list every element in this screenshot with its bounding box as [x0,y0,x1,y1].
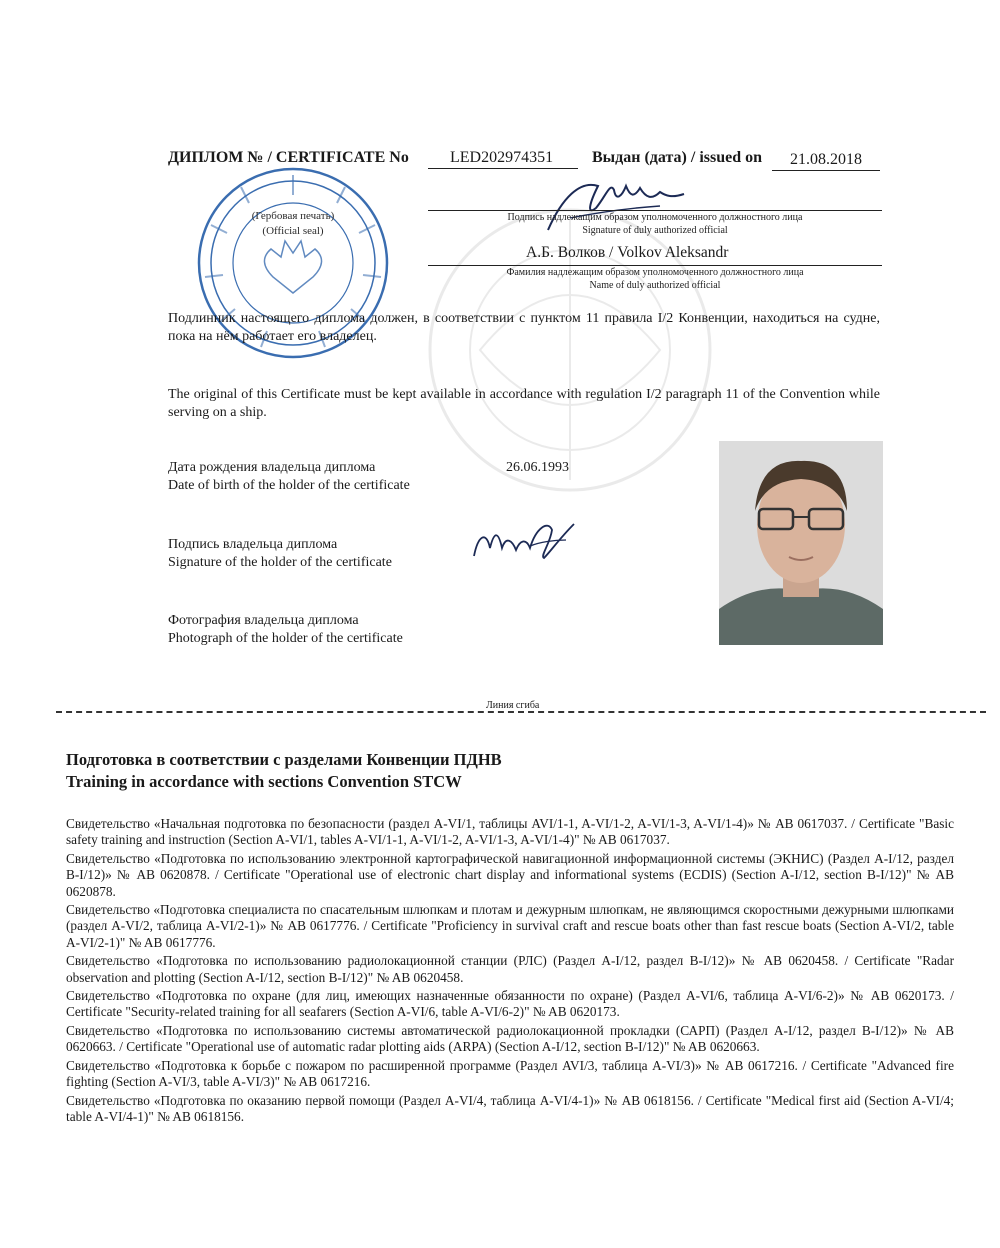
certificate-number: LED202974351 [450,149,554,166]
dob-label-en: Date of birth of the holder of the certificate [168,478,410,493]
training-title-en: Training in accordance with sections Convention STCW [66,772,462,791]
training-item: Свидетельство «Подготовка по охране (для лиц, имеющих назначенные обязанности по охране) (Раздел A-VI/6, таблица A-VI/6-2)» № AB 0620173. / Certificate "Security-related training for all seafarers (Section A-VI/6, table A-VI/6-2)" № AB 0620173. [66,988,954,1020]
training-item: Свидетельство «Подготовка по использованию системы автоматической радиолокационной прокладки (САРП) (Раздел A-I/12, раздел B-I/12)» № AB 0620663. / Certificate "Operational use of automatic radar plotting aids (ARPA) (Section A-I/12, section B-I/12)" № AB 0620663. [66,1022,954,1055]
dob-label-ru: Дата рождения владельца диплома [168,460,376,475]
fold-line-label: Линия сгиба [486,700,540,711]
official-signature-line [428,210,882,211]
official-name: А.Б. Волков / Volkov Aleksandr [526,244,729,261]
issued-on-label: Выдан (дата) / issued on [592,149,763,166]
holder-signature-label-en: Signature of the holder of the certificate [168,555,392,570]
training-item: Свидетельство «Подготовка по использованию электронной картографической навигационной информационной системы (ЭКНИС) (Раздел A-I/12, раздел B-I/12)» № AB 0620878. / Certificate "Operational use of electronic chart display and informational systems (ECDIS) (Section A-I/12, section B-I/12)" № AB 0620878. [66,850,954,899]
photo-label-en: Photograph of the holder of the certificate [168,631,403,646]
holder-signature-icon [470,518,580,568]
seal-caption-ru: (Гербовая печать) [251,210,335,222]
official-signature-caption-ru: Подпись надлежащим образом уполномоченного должностного лица [507,212,803,223]
issued-date: 21.08.2018 [790,151,862,168]
photo-label-ru: Фотография владельца диплома [168,613,359,628]
training-item: Свидетельство «Подготовка к борьбе с пожаром по расширенной программе (Раздел AVI/3, таблица A-VI/3)» № AB 0617216. / Certificate "Advanced fire fighting (Section A-VI/3, table A-VI/3)" № AB 0617216. [66,1057,954,1090]
official-name-line [428,265,882,266]
official-name-caption-en: Name of duly authorized official [589,280,721,291]
fold-line [56,711,986,713]
notice-en: The original of this Certificate must be kept available in accordance with regulation I/2 paragraph 11 of the Convention while serving on a ship. [168,387,880,420]
seal-caption-en: (Official seal) [262,225,324,237]
date-of-birth: 26.06.1993 [506,460,569,475]
official-signature-caption-en: Signature of duly authorized official [582,225,728,236]
training-item: Свидетельство «Начальная подготовка по безопасности (раздел A-VI/1, таблицы AVI/1-1, A-VI/1-2, A-VI/1-3, A-VI/1-4)» № AB 0617037. / Certificate "Basic safety training and instruction (Section A-VI/1, tables A-VI/1-1, A-VI/1-2, A-VI/1-3, A-VI/1-4)" № AB 0617037. [66,816,954,848]
holder-photograph [719,441,883,645]
training-item: Свидетельство «Подготовка по использованию радиолокационной станции (РЛС) (Раздел A-I/12, раздел B-I/12)» № AB 0620458. / Certificate "Radar observation and plotting (Section A-I/12, section B-I/12)" № AB 0620458. [66,953,954,985]
certificate-number-label: ДИПЛОМ № / CERTIFICATE No [168,149,409,166]
training-item: Свидетельство «Подготовка по оказанию первой помощи (Раздел A-VI/4, таблица A-VI/4-1)» № AB 0618156. / Certificate "Medical first aid (Section A-VI/4; table A-VI/4-1)" № AB 0618156. [66,1092,954,1124]
training-title-ru: Подготовка в соответствии с разделами Конвенции ПДНВ [66,750,502,769]
training-item: Свидетельство «Подготовка специалиста по спасательным шлюпкам и плотам и дежурным шлюпкам, не являющимся скоростными дежурными шлюпками (раздел A-VI/2, таблица A-VI/2-1)» № AB 0617776. / Certificate "Proficiency in survival craft and rescue boats other than fast rescue boats (Section A-VI/2, table A-VI/2-1)" № AB 0617776. [66,902,954,950]
training-list [66,816,954,1127]
holder-signature-label-ru: Подпись владельца диплома [168,537,338,552]
issued-date-underline [772,170,880,171]
notice-ru: Подлинник настоящего диплома должен, в соответствии с пунктом 11 правила I/2 Конвенции, находиться на судне, пока на нём работает его владелец. [168,311,880,344]
official-name-caption-ru: Фамилия надлежащим образом уполномоченного должностного лица [506,267,804,278]
